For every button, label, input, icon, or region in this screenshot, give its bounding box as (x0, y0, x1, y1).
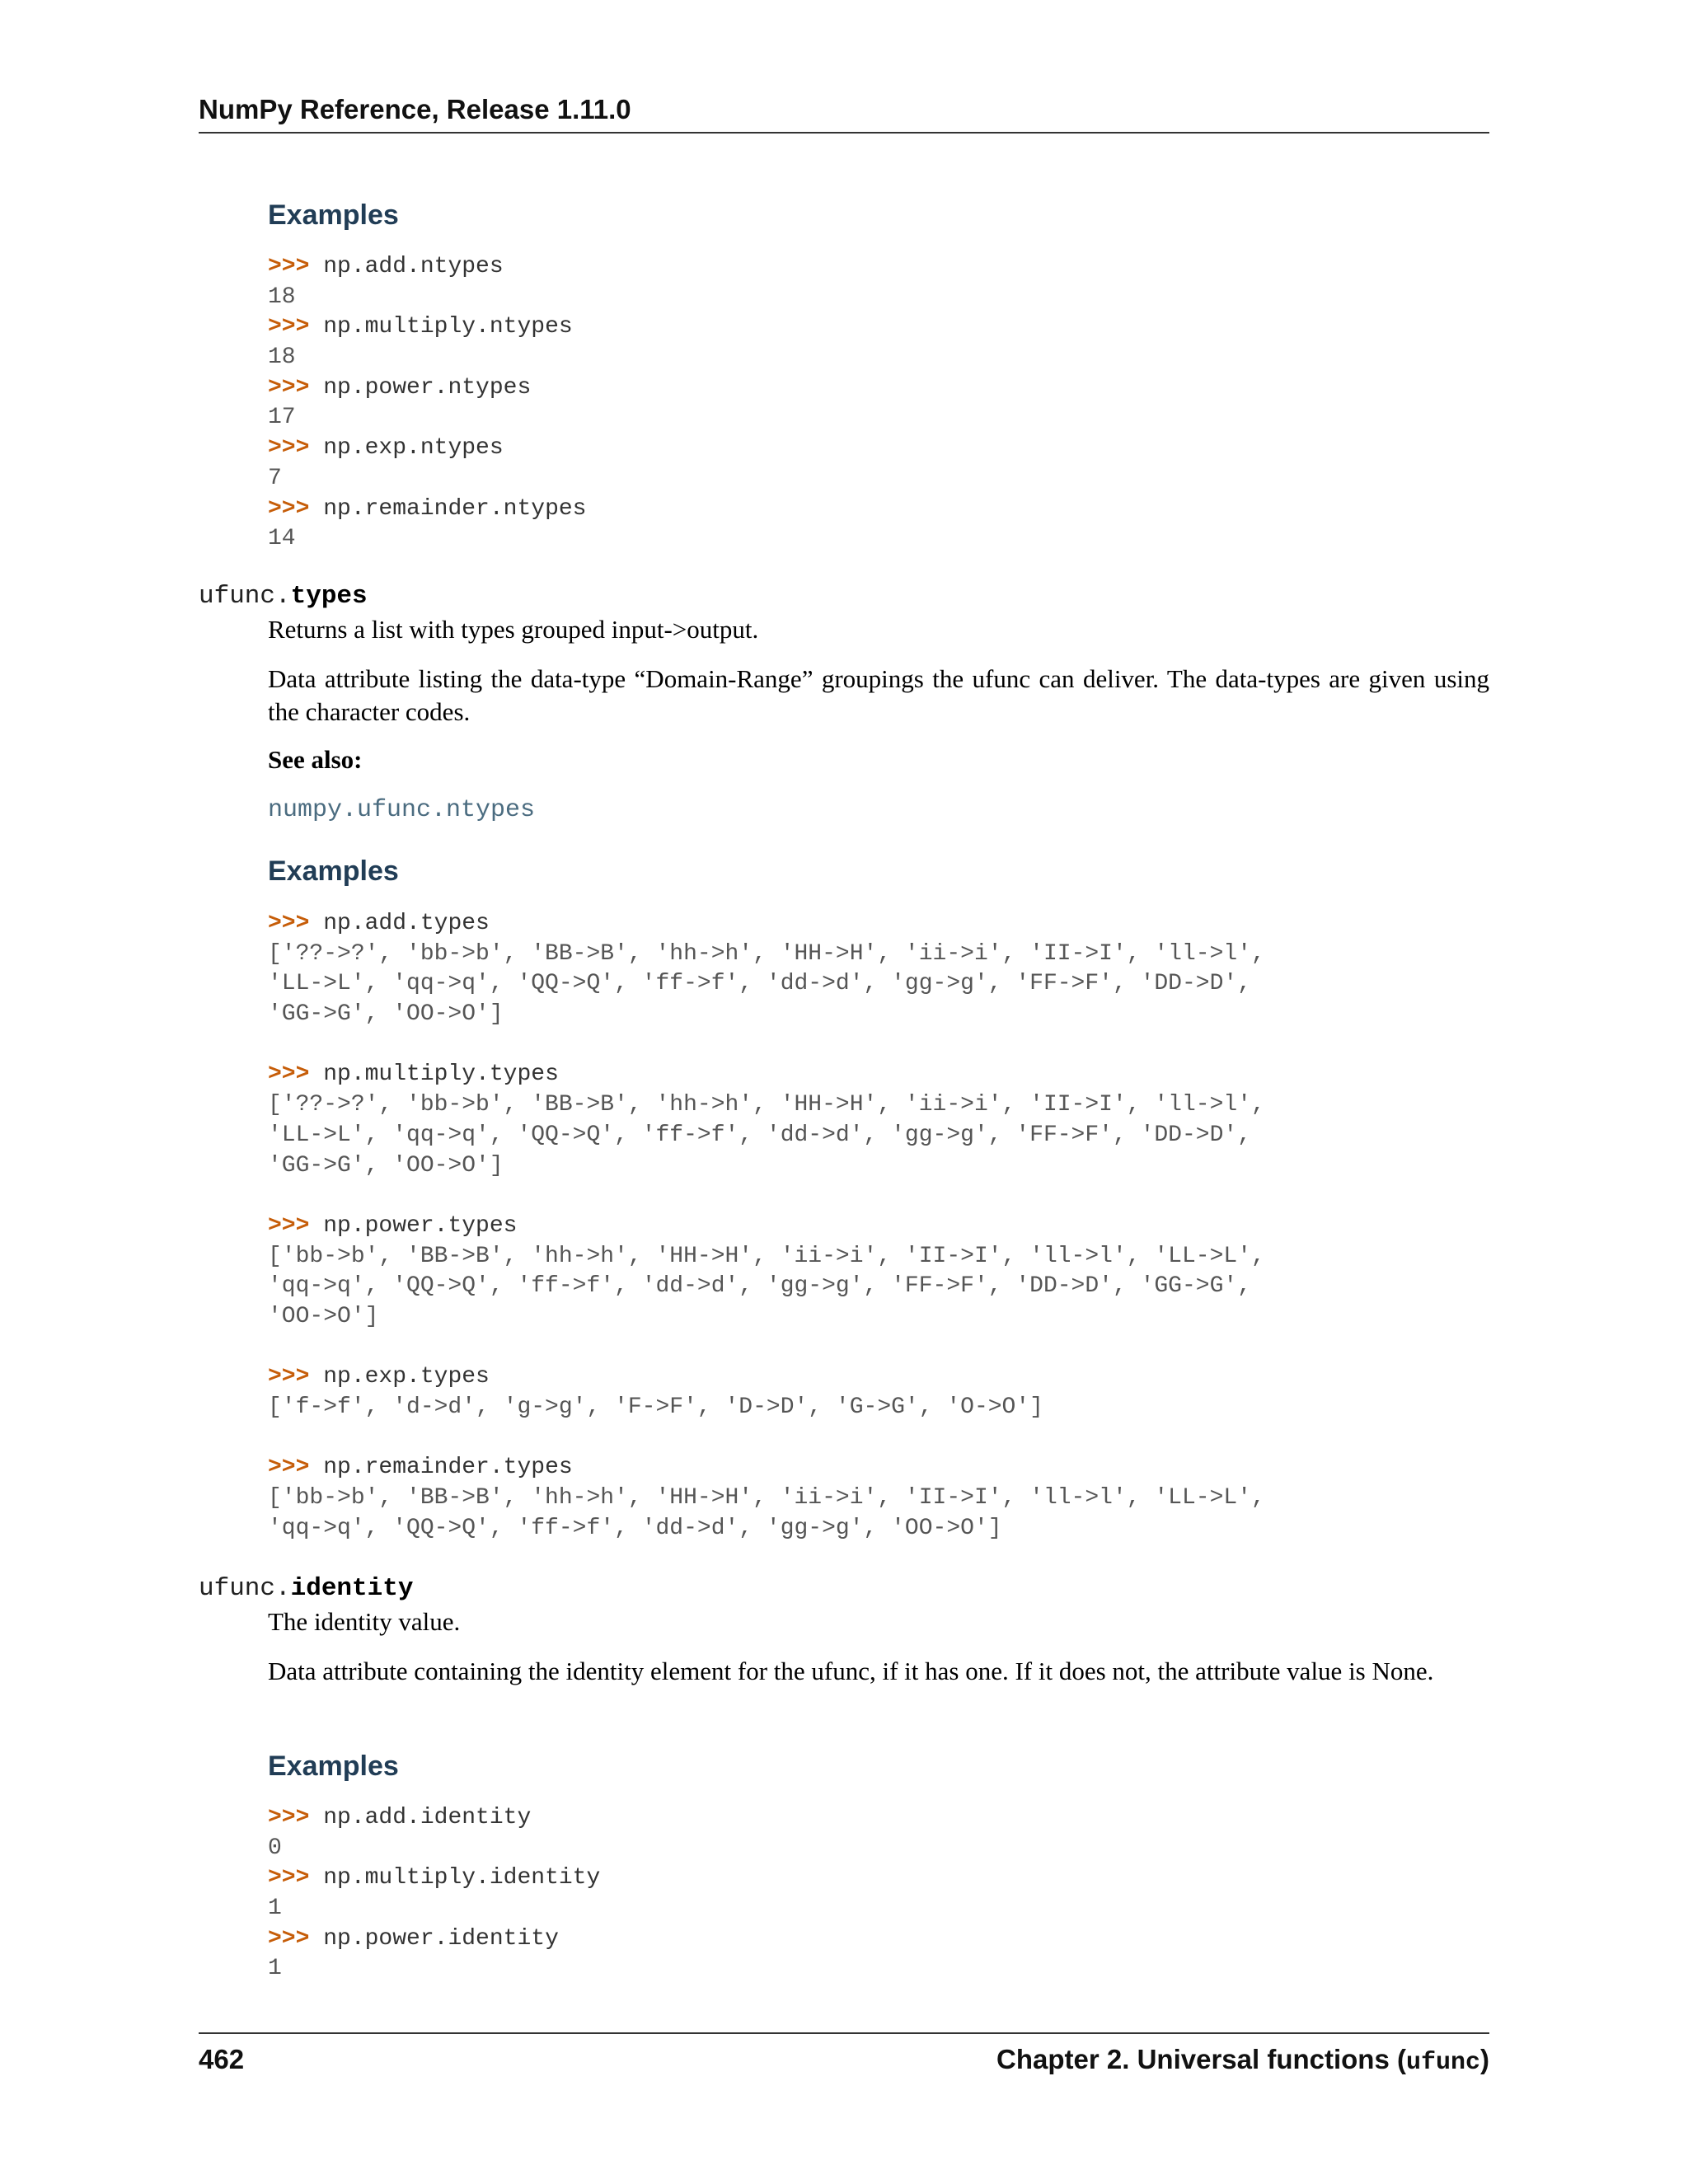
chapter-text: Chapter 2. Universal functions ( (996, 2044, 1406, 2074)
see-also-link-ntypes[interactable]: numpy.ufunc.ntypes (268, 796, 536, 824)
code-output-line (268, 283, 1489, 313)
api-signature-types (199, 582, 368, 611)
code-output-line (268, 1121, 1489, 1151)
code-text: np.add.identity (323, 1805, 532, 1830)
code-output-line (268, 1393, 1489, 1423)
chapter-code: ufunc (1405, 2049, 1480, 2077)
code-block-ntypes (268, 252, 1489, 555)
code-output-line (268, 1302, 1489, 1333)
code-text: np.power.identity (323, 1925, 559, 1952)
code-output-line (268, 1483, 1489, 1514)
code-output: 17 (268, 405, 296, 431)
code-text: np.add.ntypes (323, 254, 504, 279)
code-input-line (268, 909, 1489, 940)
code-output-line (268, 403, 1489, 434)
prompt-marker: >>> (268, 1062, 324, 1088)
code-output-line (268, 1423, 1489, 1454)
code-output: 'LL->L', 'qq->q', 'QQ->Q', 'ff->f', 'dd->d', 'gg->g', 'FF->F', 'DD->D', (268, 971, 1251, 997)
types-description: Data attribute listing the data-type “Domain-Range” groupings the ufunc can deliver. The data-types are given using the character codes. (268, 664, 1489, 726)
code-input-line (268, 1453, 1489, 1483)
code-output-line (268, 1090, 1489, 1121)
code-output: 'LL->L', 'qq->q', 'QQ->Q', 'ff->f', 'dd->d', 'gg->g', 'FF->F', 'DD->D', (268, 1122, 1251, 1148)
code-output: 'qq->q', 'QQ->Q', 'ff->f', 'dd->d', 'gg->g', 'FF->F', 'DD->D', 'GG->G', (268, 1273, 1251, 1300)
code-input-line (268, 1362, 1489, 1393)
examples-heading: Examples (268, 199, 399, 231)
code-input-line (268, 312, 1489, 343)
code-input-line (268, 252, 1489, 283)
running-footer (199, 2032, 1489, 2083)
code-input-line (268, 1863, 1489, 1894)
code-text: np.power.types (323, 1212, 518, 1239)
api-signature-identity (199, 1574, 413, 1603)
code-output-line (268, 1514, 1489, 1544)
code-output: 'GG->G', 'OO->O'] (268, 1152, 504, 1179)
code-output: ['f->f', 'd->d', 'g->g', 'F->F', 'D->D', 'G->G', 'O->O'] (268, 1394, 1043, 1420)
code-output-line (268, 343, 1489, 373)
sig-prefix: ufunc. (199, 1574, 291, 1603)
code-text: np.power.ntypes (323, 374, 532, 401)
code-output-line (268, 940, 1489, 970)
code-output-line (268, 1834, 1489, 1864)
code-output: 1 (268, 1896, 282, 1922)
prompt-marker: >>> (268, 1212, 324, 1239)
code-text: np.remainder.types (323, 1455, 573, 1481)
code-block-identity (268, 1803, 1489, 1985)
code-text: np.exp.types (323, 1364, 490, 1390)
identity-summary: The identity value. (268, 1607, 461, 1636)
code-output: 18 (268, 344, 296, 371)
header-title: NumPy Reference, Release 1.11.0 (199, 94, 631, 124)
page-number: 462 (199, 2044, 245, 2074)
prompt-marker: >>> (268, 435, 324, 462)
prompt-marker: >>> (268, 1865, 324, 1891)
chapter-close: ) (1480, 2044, 1489, 2074)
examples-heading: Examples (268, 855, 399, 887)
code-output: 'OO->O'] (268, 1303, 379, 1329)
code-text: np.multiply.identity (323, 1865, 601, 1891)
sig-prefix: ufunc. (199, 582, 291, 611)
types-summary: Returns a list with types grouped input->output. (268, 615, 759, 644)
prompt-marker: >>> (268, 495, 324, 522)
code-input-line (268, 1060, 1489, 1090)
code-output-line (268, 1151, 1489, 1182)
prompt-marker: >>> (268, 314, 324, 340)
document-page (199, 0, 1489, 2184)
code-output-line (268, 1181, 1489, 1212)
sig-name: identity (290, 1574, 414, 1603)
code-output-line (268, 464, 1489, 494)
code-text: np.remainder.ntypes (323, 495, 587, 522)
code-text: np.add.types (323, 911, 490, 936)
code-output: 0 (268, 1835, 282, 1861)
prompt-marker: >>> (268, 254, 324, 279)
code-output-line (268, 1242, 1489, 1272)
code-input-line (268, 373, 1489, 404)
code-output: 'qq->q', 'QQ->Q', 'ff->f', 'dd->d', 'gg->g', 'OO->O'] (268, 1515, 1002, 1541)
code-output: 14 (268, 526, 296, 552)
prompt-marker: >>> (268, 374, 324, 401)
code-output-line (268, 1333, 1489, 1363)
code-input-line (268, 1212, 1489, 1242)
code-output: 'GG->G', 'OO->O'] (268, 1001, 504, 1028)
code-output: ['??->?', 'bb->b', 'BB->B', 'hh->h', 'HH->H', 'ii->i', 'II->I', 'll->l', (268, 940, 1265, 967)
code-input-line (268, 434, 1489, 464)
code-output: 1 (268, 1956, 282, 1982)
code-output-line (268, 1272, 1489, 1302)
code-output: ['??->?', 'bb->b', 'BB->B', 'hh->h', 'HH->H', 'ii->i', 'II->I', 'll->l', (268, 1092, 1265, 1118)
code-output: 7 (268, 465, 282, 491)
examples-heading: Examples (268, 1750, 399, 1782)
code-input-line (268, 1803, 1489, 1834)
code-output-line (268, 1954, 1489, 1985)
sig-name: types (290, 582, 368, 611)
identity-description: Data attribute containing the identity element for the ufunc, if it has one. If it does not, the attribute value is None. (268, 1657, 1434, 1685)
code-text: np.multiply.types (323, 1062, 559, 1088)
see-also-label: See also: (268, 745, 363, 774)
code-output-line (268, 524, 1489, 555)
code-output: ['bb->b', 'BB->B', 'hh->h', 'HH->H', 'ii->i', 'II->I', 'll->l', 'LL->L', (268, 1485, 1265, 1511)
prompt-marker: >>> (268, 1455, 324, 1481)
code-input-line (268, 1924, 1489, 1955)
running-header (199, 91, 1489, 134)
code-output: 18 (268, 284, 296, 310)
code-output: ['bb->b', 'BB->B', 'hh->h', 'HH->H', 'ii->i', 'II->I', 'll->l', 'LL->L', (268, 1243, 1265, 1269)
code-output-line (268, 969, 1489, 1000)
prompt-marker: >>> (268, 1805, 324, 1830)
code-output-line (268, 1894, 1489, 1924)
prompt-marker: >>> (268, 911, 324, 936)
code-text: np.exp.ntypes (323, 435, 504, 462)
prompt-marker: >>> (268, 1364, 324, 1390)
code-input-line (268, 494, 1489, 525)
code-output-line (268, 1000, 1489, 1030)
code-output-line (268, 1030, 1489, 1061)
code-text: np.multiply.ntypes (323, 314, 573, 340)
chapter-title (996, 2044, 1489, 2077)
prompt-marker: >>> (268, 1925, 324, 1952)
code-block-types (268, 909, 1489, 1544)
